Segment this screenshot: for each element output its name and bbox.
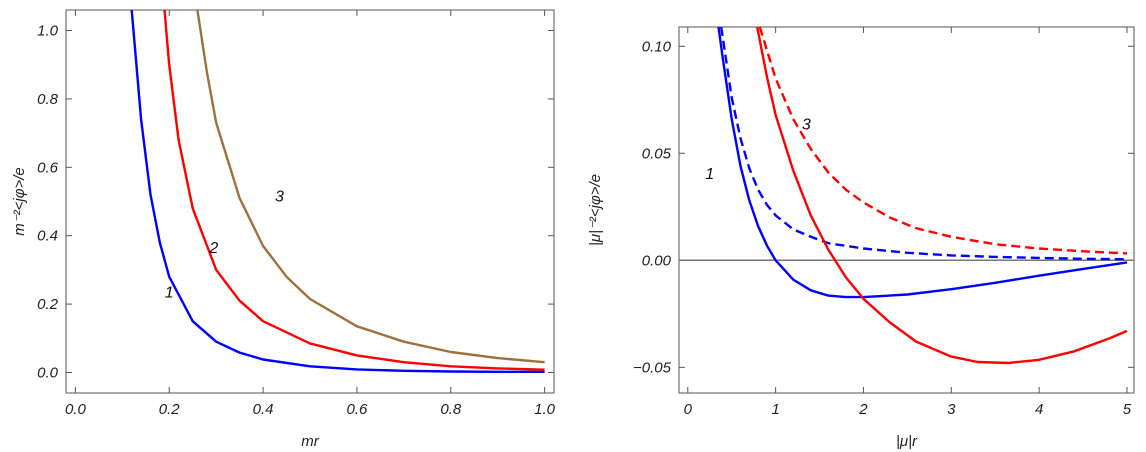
- x-tick-label: 0.4: [252, 401, 274, 418]
- series-line-4: [760, 27, 1127, 253]
- curve-label: 3: [801, 116, 811, 134]
- y-axis-label: m⁻²<jφ>/e: [11, 167, 28, 236]
- curve-label: 2: [209, 239, 219, 257]
- y-axis-label: |μ|⁻²<jφ>/e: [587, 173, 604, 247]
- y-tick-label: 1.0: [37, 22, 58, 40]
- y-tick-label: 0.05: [641, 145, 671, 163]
- x-tick-label: 5: [1122, 401, 1132, 418]
- y-tick-label: 0.00: [641, 252, 671, 270]
- plot-frame: [66, 10, 554, 393]
- series-line-2: [721, 27, 1127, 259]
- x-tick-label: 0.2: [158, 401, 180, 418]
- y-tick-label: 0.2: [37, 296, 58, 314]
- curve-label: 1: [164, 284, 174, 302]
- x-tick-label: 0.6: [346, 401, 368, 418]
- x-tick-label: 0.0: [64, 401, 86, 418]
- y-tick-label: 0.6: [37, 159, 58, 177]
- y-tick-label: −0.05: [633, 359, 671, 377]
- y-tick-label: 0.4: [37, 227, 58, 245]
- y-tick-label: 0.8: [37, 90, 58, 108]
- x-tick-label: 4: [1034, 401, 1044, 418]
- curve-label: 3: [275, 188, 284, 206]
- y-tick-label: 0.10: [641, 38, 671, 56]
- series-line-3: [757, 27, 1127, 363]
- right-chart: [587, 27, 1134, 450]
- series-line-1: [132, 10, 545, 372]
- x-axis-label: mr: [301, 433, 319, 450]
- curve-label: 1: [705, 165, 715, 183]
- x-tick-label: 0.8: [440, 401, 462, 418]
- left-chart: [11, 10, 556, 450]
- x-tick-label: 1.0: [534, 401, 556, 418]
- x-tick-label: 1: [771, 401, 780, 418]
- x-tick-label: 0: [683, 401, 692, 418]
- x-tick-label: 2: [859, 401, 868, 418]
- x-axis-label: |μ|r: [895, 433, 918, 450]
- x-tick-label: 3: [947, 401, 956, 418]
- series-line-1: [719, 27, 1128, 297]
- series-line-2: [165, 10, 545, 370]
- y-tick-label: 0.0: [37, 364, 58, 382]
- plot-frame: [679, 27, 1134, 393]
